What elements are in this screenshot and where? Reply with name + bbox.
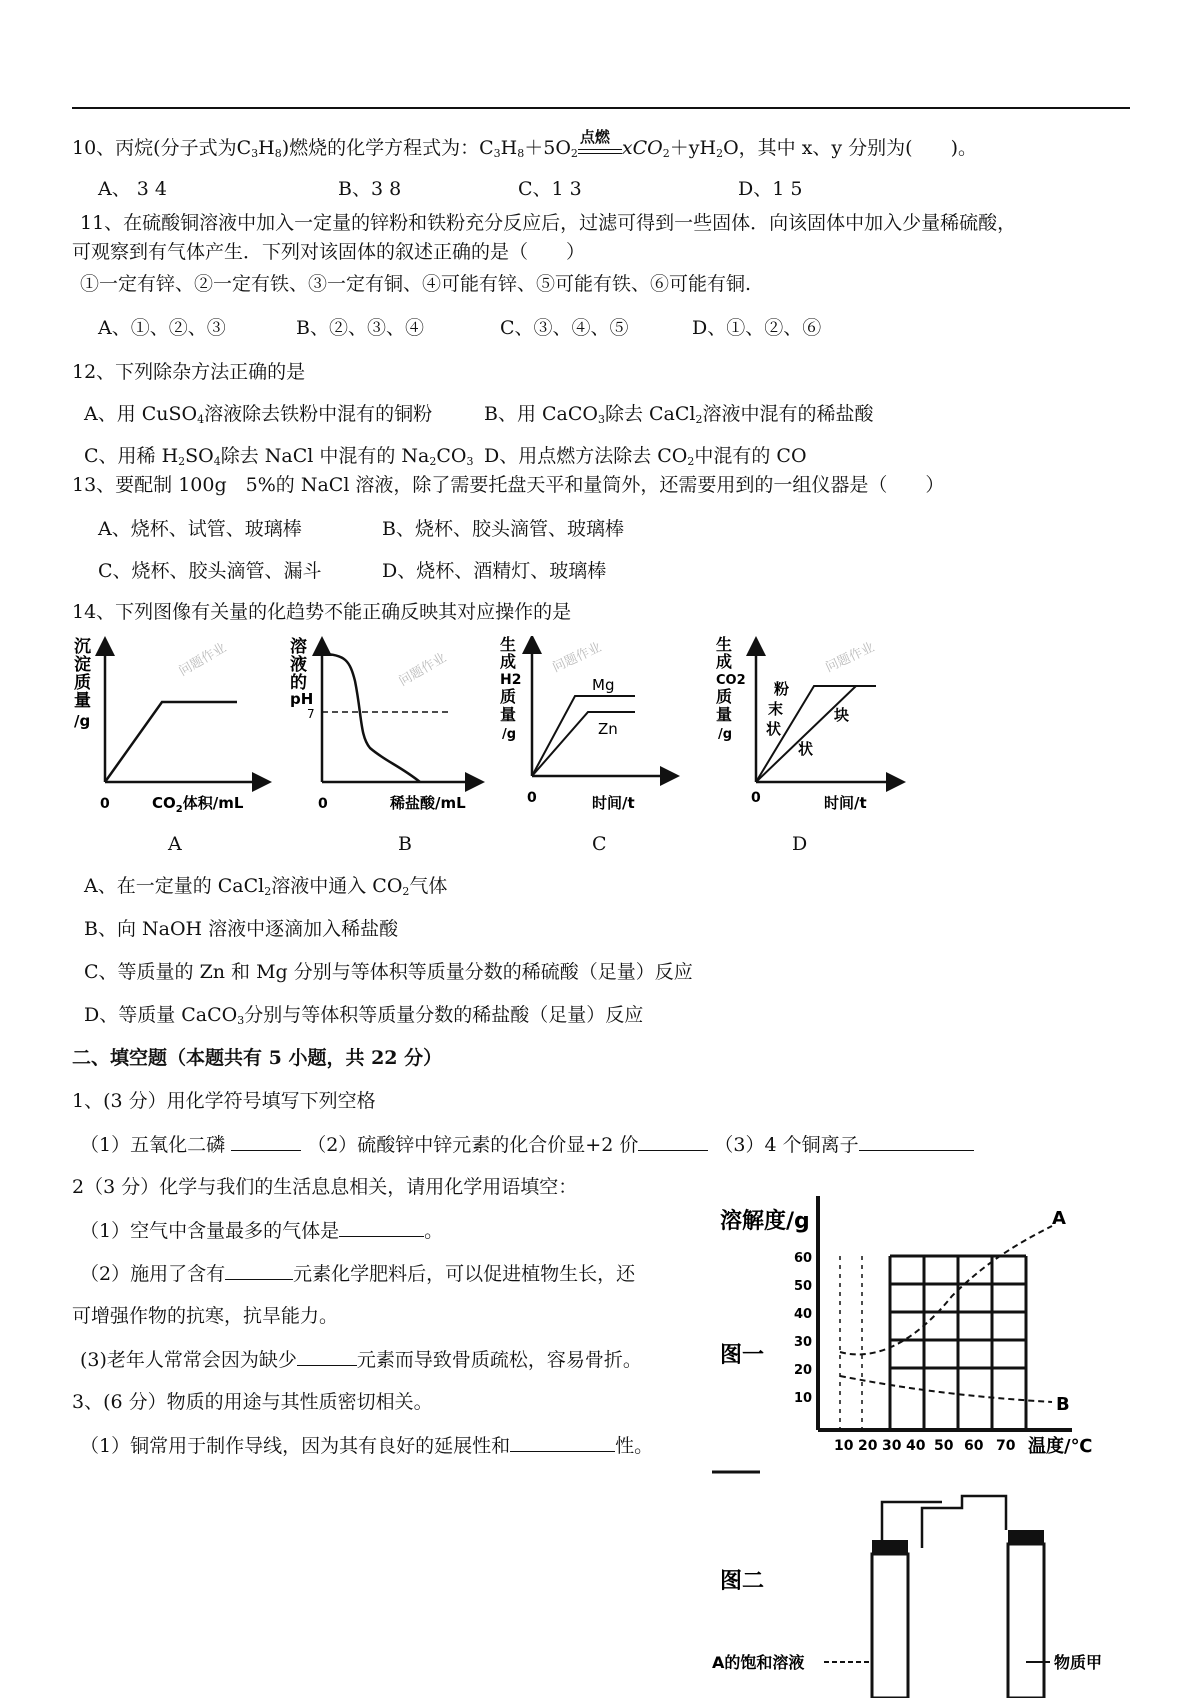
- q12-option-b: B、用 CaCO$_3$除去 CaCl$_2$溶液中混有的稀盐酸: [484, 403, 874, 426]
- graph-c-mg-label: Mg: [592, 676, 615, 694]
- fig1-xlabel: 温度/℃: [1028, 1436, 1093, 1457]
- graph-d: [716, 636, 906, 816]
- fig1-curve-b: [840, 1376, 1052, 1402]
- graph-a-ylabel-1: 沉: [74, 637, 91, 657]
- graph-c: [500, 636, 680, 816]
- fig1-ytick-40: 40: [794, 1307, 813, 1322]
- reaction-condition: 点燃: [578, 139, 622, 154]
- s2-p2-stem: 2（3 分）化学与我们的生活息息相关，请用化学用语填空：: [72, 1176, 578, 1198]
- graph-c-ylabel-4: 质: [500, 687, 517, 706]
- fig1-ylabel: 溶解度/g: [720, 1209, 810, 1234]
- graph-b-ylabel-2: 液: [290, 655, 307, 675]
- fig1-xtick-70: 70: [996, 1438, 1016, 1454]
- fig2-tube-b-stopper: [1008, 1530, 1044, 1544]
- graph-c-ylabel-6: /g: [502, 727, 517, 742]
- q11-option-b: B、②、③、④: [296, 317, 424, 339]
- q12-option-a: A、用 CuSO$_4$溶液除去铁粉中混有的铜粉: [84, 403, 433, 426]
- answer-blank-5[interactable]: [225, 1261, 293, 1280]
- graph-d-xlabel: 时间/t: [824, 794, 867, 812]
- answer-blank-4[interactable]: [339, 1218, 424, 1237]
- fig1-ytick-10: 10: [794, 1391, 813, 1406]
- q11-line3: ①一定有锌、②一定有铁、③一定有铜、④可能有锌、⑤可能有铁、⑥可能有铜.: [80, 273, 752, 295]
- graph-c-ylabel-3: H2: [500, 672, 522, 688]
- graph-b-xlabel: 稀盐酸/mL: [390, 794, 466, 812]
- fig1-xtick-50: 50: [934, 1438, 954, 1454]
- q10-option-b: B、3 8: [338, 178, 402, 200]
- graph-b-origin: 0: [318, 796, 328, 812]
- fig1-curve-a: [840, 1226, 1052, 1354]
- fig1-ytick-30: 30: [794, 1335, 813, 1350]
- graph-b-watermark: 问题作业: [396, 650, 450, 690]
- fig1-ytick-60: 60: [794, 1251, 813, 1266]
- graph-c-ylabel-1: 生: [500, 636, 517, 654]
- s2-p2-a: （1）空气中含量最多的气体是 。: [80, 1220, 444, 1242]
- fig2-tube-b-wire: [922, 1496, 1006, 1548]
- s2-p2-b: （2）施用了含有 元素化学肥料后，可以促进植物生长，还: [80, 1263, 636, 1285]
- graph-c-origin: 0: [527, 790, 537, 806]
- graph-d-powder-2: 末: [768, 700, 784, 718]
- fig1-ytick-50: 50: [794, 1279, 813, 1294]
- q12-option-d: D、用点燃方法除去 $CO_2$中混有的 CO: [484, 445, 807, 468]
- graph-a-ylabel-5: /g: [74, 712, 91, 730]
- q14-option-b: B、向 NaOH 溶液中逐滴加入稀盐酸: [84, 918, 399, 940]
- q14-option-c: C、等质量的 Zn 和 Mg 分别与等体积等质量分数的稀硫酸（足量）反应: [84, 961, 693, 983]
- answer-blank-3[interactable]: [859, 1132, 974, 1151]
- fig1-ytick-20: 20: [794, 1363, 813, 1378]
- fig1-xtick-10: 10: [834, 1438, 854, 1454]
- graph-b: [290, 636, 490, 816]
- q14-option-a: A、在一定量的 CaCl$_2$溶液中通入 $CO_2$气体: [84, 875, 448, 898]
- fig2-tube-b: [1008, 1544, 1044, 1698]
- q13-option-b: B、烧杯、胶头滴管、玻璃棒: [382, 518, 624, 540]
- fig2-label-left: A的饱和溶液: [712, 1653, 805, 1672]
- q10-stem: 10、丙烷(分子式为$C_3H_8$)燃烧的化学方程式为：$C_3H_8+5O_2$ 点燃 $xCO_2+yH_2O$，其中 x、y 分别为( )。: [72, 128, 978, 160]
- fig1-xtick-60: 60: [964, 1438, 984, 1454]
- fig1-curve-b-label: B: [1056, 1394, 1070, 1415]
- solubility-figure: [712, 1186, 1132, 1698]
- graph-c-ylabel-2: 成: [500, 652, 517, 671]
- fig1-xtick-20: 20: [858, 1438, 878, 1454]
- graph-d-ylabel-2: 成: [716, 652, 733, 671]
- q13-stem: 13、要配制 100g 5%的 NaCl 溶液，除了需要托盘天平和量筒外，还需要用到的一组仪器是（ ）: [72, 474, 945, 496]
- graph-a-xlabel: $CO_2$体积/mL: [152, 794, 244, 815]
- s2-p2-b-cont: 可增强作物的抗寒，抗旱能力。: [72, 1305, 339, 1327]
- answer-blank-2[interactable]: [638, 1132, 708, 1151]
- q11-line2: 可观察到有气体产生．下列对该固体的叙述正确的是（ ）: [72, 241, 586, 263]
- graph-c-zn-label: Zn: [598, 720, 618, 738]
- fig2-tube-a: [872, 1554, 908, 1698]
- graph-d-block-1: 块: [834, 706, 850, 724]
- graph-d-ylabel-6: /g: [718, 727, 733, 742]
- graph-c-watermark: 问题作业: [550, 640, 604, 676]
- graph-d-origin: 0: [751, 790, 761, 806]
- graph-a-watermark: 问题作业: [176, 640, 230, 680]
- fig1-label: 图一: [720, 1343, 765, 1368]
- graph-a-ylabel-3: 质: [74, 673, 91, 693]
- graph-a-curve: [105, 702, 237, 782]
- answer-blank-6[interactable]: [297, 1347, 357, 1366]
- graph-b-ph7-label: 7: [307, 707, 315, 721]
- q13-option-c: C、烧杯、胶头滴管、漏斗: [98, 560, 322, 582]
- graph-c-mg-line: [532, 696, 635, 776]
- graph-d-ylabel-4: 质: [716, 687, 733, 706]
- s2-p3-stem: 3、(6 分）物质的用途与其性质密切相关。: [72, 1391, 433, 1413]
- answer-blank-7[interactable]: [510, 1433, 615, 1452]
- q13-option-d: D、烧杯、酒精灯、玻璃棒: [382, 560, 607, 582]
- fig2-label: 图二: [720, 1569, 765, 1594]
- fig1-xtick-30: 30: [882, 1438, 902, 1454]
- graph-c-caption: C: [592, 833, 607, 855]
- fig1-curve-a-label: A: [1052, 1208, 1066, 1229]
- answer-blank-1[interactable]: [231, 1132, 301, 1151]
- q11-option-a: A、①、②、③: [98, 317, 226, 339]
- q12-stem: 12、下列除杂方法正确的是: [72, 361, 306, 383]
- q14-stem: 14、下列图像有关量的化趋势不能正确反映其对应操作的是: [72, 601, 572, 623]
- q11-line1: 11、在硫酸铜溶液中加入一定量的锌粉和铁粉充分反应后，过滤可得到一些固体．向该固体中加入少量稀硫酸，: [80, 212, 1017, 234]
- graph-b-ylabel-3: 的: [290, 673, 307, 693]
- fig2-tube-a-stopper: [872, 1540, 908, 1554]
- graph-d-ylabel-3: CO2: [716, 673, 746, 688]
- graph-b-ylabel-1: 溶: [290, 637, 307, 657]
- graph-a: [72, 636, 282, 816]
- q14-option-d: D、等质量 CaCO$_3$分别与等体积等质量分数的稀盐酸（足量）反应: [84, 1004, 644, 1027]
- graph-b-ylabel-4: pH: [290, 690, 314, 708]
- graph-a-caption: A: [168, 833, 182, 855]
- s2-p2-c: (3)老年人常常会因为缺少 元素而导致骨质疏松，容易骨折。: [80, 1349, 642, 1371]
- graph-a-ylabel-4: 量: [74, 691, 91, 711]
- graph-a-ylabel-2: 淀: [74, 655, 91, 675]
- graph-a-origin: 0: [100, 796, 110, 812]
- graph-b-caption: B: [398, 833, 412, 855]
- graph-c-zn-line: [532, 712, 635, 776]
- q10-option-d: D、1 5: [738, 178, 803, 200]
- q12-option-c: C、用稀 $H_2SO_4$除去 NaCl 中混有的 $Na_2CO_3$: [84, 445, 474, 468]
- graph-c-xlabel: 时间/t: [592, 794, 635, 812]
- graph-d-caption: D: [792, 833, 808, 855]
- graph-d-block-2: 状: [798, 740, 814, 758]
- q13-option-a: A、烧杯、试管、玻璃棒: [98, 518, 302, 540]
- fig1-grid: [890, 1256, 1026, 1430]
- q10-option-a: A、 3 4: [98, 178, 167, 200]
- q10-option-c: C、1 3: [518, 178, 582, 200]
- graph-d-ylabel-1: 生: [716, 636, 733, 654]
- graph-d-powder-1: 粉: [774, 680, 790, 698]
- graph-d-watermark: 问题作业: [823, 640, 877, 676]
- graph-d-powder-3: 状: [766, 720, 782, 738]
- header-rule: [72, 107, 1130, 109]
- s2-p3-a: （1）铜常用于制作导线，因为其有良好的延展性和 性。: [80, 1435, 654, 1457]
- s2-p1-parts: （1）五氧化二磷 （2）硫酸锌中锌元素的化合价显+2 价 （3）4 个铜离子: [80, 1132, 974, 1157]
- fig1-xtick-40: 40: [906, 1438, 926, 1454]
- graph-c-ylabel-5: 量: [500, 705, 517, 724]
- section2-title: 二、填空题（本题共有 5 小题，共 22 分）: [72, 1047, 443, 1069]
- graph-d-ylabel-5: 量: [716, 705, 733, 724]
- s2-p1-stem: 1、(3 分）用化学符号填写下列空格: [72, 1090, 376, 1112]
- q11-option-c: C、③、④、⑤: [500, 317, 629, 339]
- q11-option-d: D、①、②、⑥: [692, 317, 822, 339]
- fig2-label-right: 物质甲: [1054, 1653, 1103, 1672]
